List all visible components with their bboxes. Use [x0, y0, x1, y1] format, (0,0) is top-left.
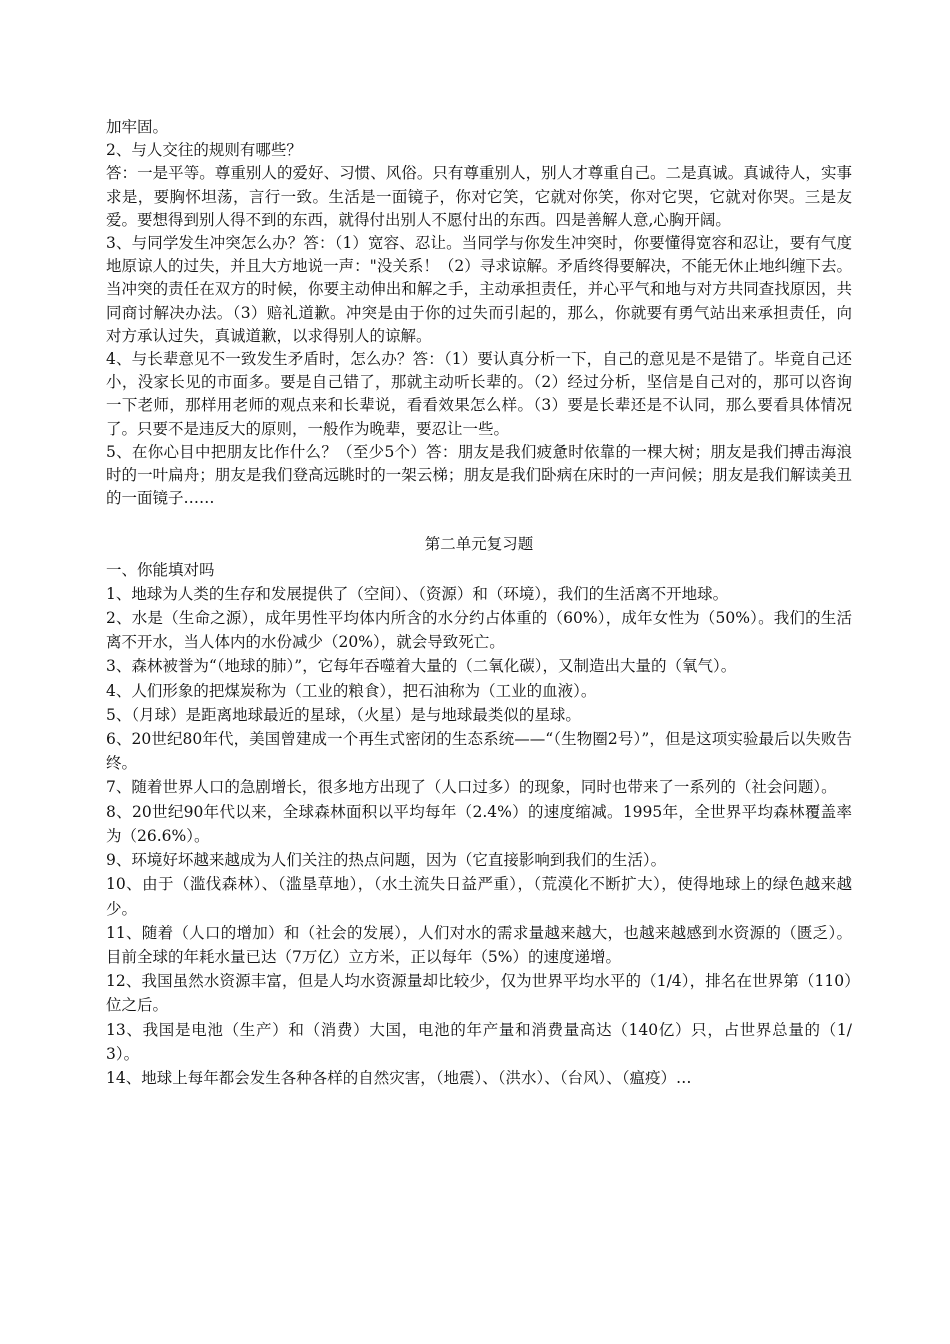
paragraph: 加牢固。	[106, 118, 169, 136]
list-item: 6、20世纪80年代，美国曾建成一个再生式密闭的生态系统——“（生物圈2号）”，但是这项实验最后以失败告终。	[106, 730, 852, 773]
section-spacer	[106, 510, 852, 533]
list-item: 5、（月球）是距离地球最近的星球，（火星）是与地球最类似的星球。	[106, 705, 581, 724]
list-item: 14、地球上每年都会发生各种各样的自然灾害，（地震）、（洪水）、（台风）、（瘟疫）…	[106, 1068, 692, 1087]
review-answers-section	[106, 116, 852, 510]
section-heading: 一、你能填对吗	[106, 560, 215, 579]
document-page	[106, 116, 852, 1090]
paragraph: 答：一是平等。尊重别人的爱好、习惯、风俗。只有尊重别人，别人才尊重自己。二是真诚。真诚待人，实事求是，要胸怀坦荡，言行一致。生活是一面镜子，你对它笑，它就对你笑，你对它哭，它就对你哭。三是友爱。要想得到别人得不到的东西，就得付出别人不愿付出的东西。四是善解人意,心胸开阔。	[106, 164, 852, 229]
list-item: 13、我国是电池（生产）和（消费）大国，电池的年产量和消费量高达（140亿）只，占世界总量的（1/3）。	[106, 1020, 852, 1063]
question-heading: 2、与人交往的规则有哪些？	[106, 141, 302, 160]
list-item: 4、人们形象的把煤炭称为（工业的粮食），把石油称为（工业的血液）。	[106, 681, 597, 700]
list-item: 7、随着世界人口的急剧增长，很多地方出现了（人口过多）的现象，同时也带来了一系列的（社会问题）。	[106, 778, 837, 797]
list-item: 1、地球为人类的生存和发展提供了（空间）、（资源）和（环境），我们的生活离不开地球。	[106, 584, 729, 603]
list-item: 12、我国虽然水资源丰富，但是人均水资源量却比较少，仅为世界平均水平的（1/4），排名在世界第（110）位之后。	[106, 972, 852, 1015]
fill-in-section	[106, 558, 852, 1090]
paragraph: 5、在你心目中把朋友比作什么？（至少5个）答：朋友是我们疲惫时依靠的一棵大树；朋友是我们搏击海浪时的一叶扁舟；朋友是我们登高远眺时的一架云梯；朋友是我们卧病在床时的一声问候；朋友是我们解读美丑的一面镜子……	[106, 442, 852, 508]
list-item: 8、20世纪90年代以来，全球森林面积以平均每年（2.4%）的速度缩减。1995年，全世界平均森林覆盖率为（26.6%）。	[106, 802, 852, 845]
list-item: 10、由于（滥伐森林）、（滥垦草地），（水土流失日益严重），（荒漠化不断扩大），使得地球上的绿色越来越少。	[106, 875, 852, 918]
list-item: 11、随着（人口的增加）和（社会的发展），人们对水的需求量越来越大，也越来越感到水资源的（匮乏）。目前全球的年耗水量已达（7万亿）立方米，正以每年（5%）的速度递增。	[106, 923, 852, 966]
list-item: 3、森林被誉为“（地球的肺）”，它每年吞噬着大量的（二氧化碳），又制造出大量的（氧气）。	[106, 657, 737, 676]
list-item: 9、环境好坏越来越成为人们关注的热点问题，因为（它直接影响到我们的生活）。	[106, 851, 667, 870]
paragraph: 4、与长辈意见不一致发生矛盾时，怎么办？答：（1）要认真分析一下，自己的意见是不是错了。毕竟自己还小，没家长见的市面多。要是自己错了，那就主动听长辈的。（2）经过分析，坚信是自己对的，那可以咨询一下老师，那样用老师的观点来和长辈说，看看效果怎么样。（3）要是长辈还是不认同，那么要看具体情况了。只要不是违反大的原则，一般作为晚辈，要忍让一些。	[106, 350, 852, 438]
paragraph: 3、与同学发生冲突怎么办？答：（1）宽容、忍让。当同学与你发生冲突时，你要懂得宽容和忍让，要有气度地原谅人的过失，并且大方地说一声："没关系！（2）寻求谅解。矛盾终得要解决，不能无休止地纠缠下去。当冲突的责任在双方的时候，你要主动伸出和解之手，主动承担责任，并心平气和地与对方共同查找原因，共同商讨解决办法。（3）赔礼道歉。冲突是由于你的过失而引起的，那么，你就要有勇气站出来承担责任，向对方承认过失，真诚道歉，以求得别人的谅解。	[106, 234, 852, 345]
list-item: 2、水是（生命之源），成年男性平均体内所含的水分约占体重的（60%），成年女性为（50%）。我们的生活离不开水，当人体内的水份减少（20%），就会导致死亡。	[106, 609, 852, 652]
section-title: 第二单元复习题	[424, 535, 534, 554]
